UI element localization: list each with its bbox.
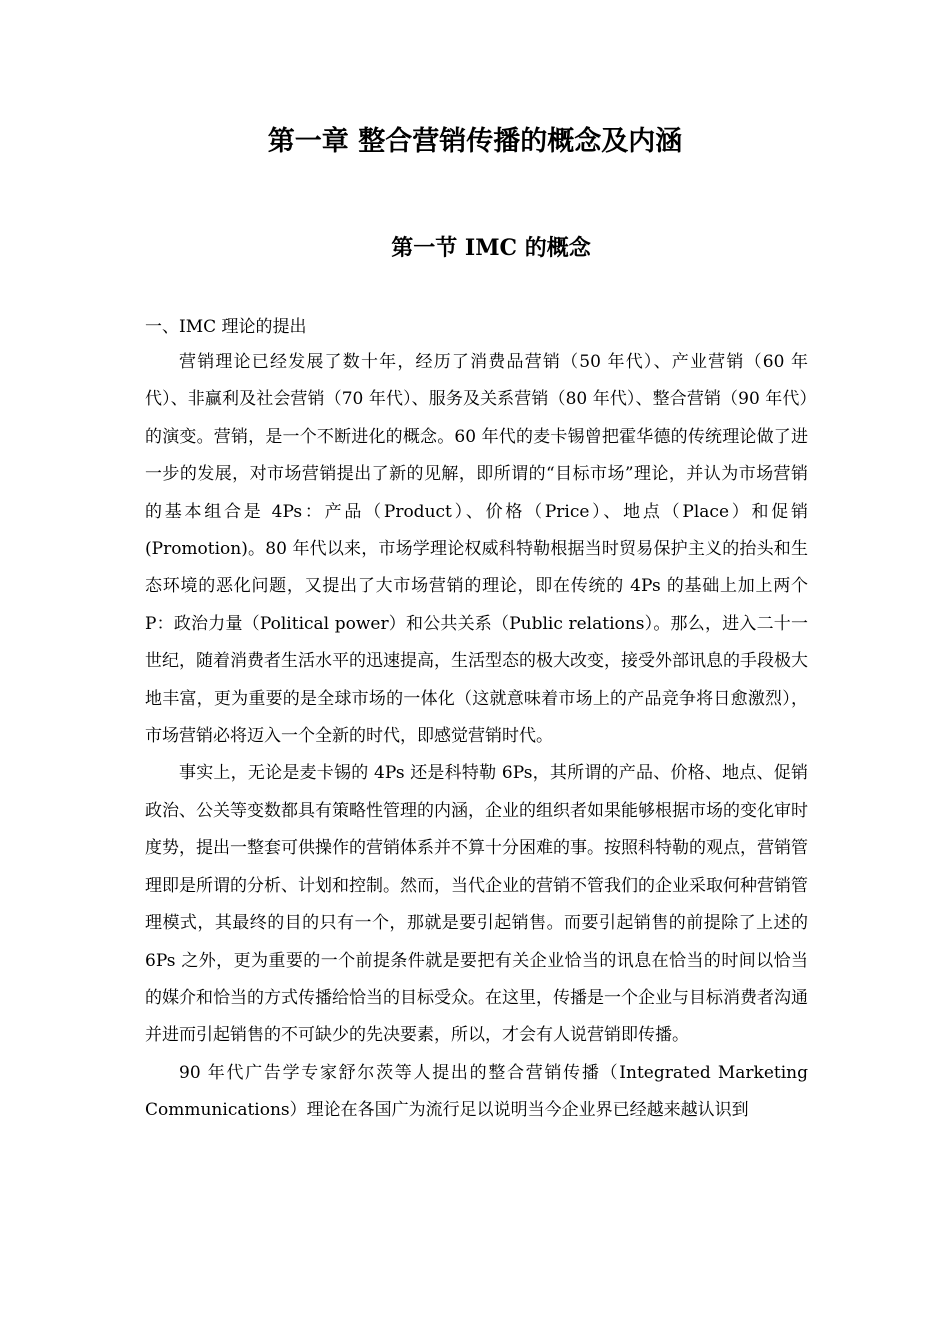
subheading: 一、IMC 理论的提出 <box>145 317 307 337</box>
paragraph: 事实上，无论是麦卡锡的 4Ps 还是科特勒 6Ps，其所谓的产品、价格、地点、促销政治、公关等变数都具有策略性管理的内涵，企业的组织者如果能够根据市场的变化审时度势，提出一整套可供操作的营销体系并不算十分困难的事。按照科特勒的观点，营销管理即是所谓的分析、计划和控制。然而，当代企业的营销不管我们的企业采取何种营销管理模式，其最终的目的只有一个，那就是要引起销售。而要引起销售的前提除了上述的 6Ps 之外，更为重要的一个前提条件就是要把有关企业恰当的讯息在恰当的时间以恰当的媒介和恰当的方式传播给恰当的目标受众。在这里，传播是一个企业与目标消费者沟通并进而引起销售的不可缺少的先决要素，所以，才会有人说营销即传播。 <box>145 763 808 1046</box>
body-text <box>145 344 808 1130</box>
section-title: 第一节 IMC 的概念 <box>391 235 591 261</box>
paragraph: 营销理论已经发展了数十年，经历了消费品营销（50 年代）、产业营销（60 年代）、非赢利及社会营销（70 年代）、服务及关系营销（80 年代）、整合营销（90 年代）的演变。营销，是一个不断进化的概念。60 年代的麦卡锡曾把霍华德的传统理论做了进一步的发展，对市场营销提出了新的见解，即所谓的“目标市场”理论，并认为市场营销的基本组合是 4Ps：产品（Product）、价格（Price）、地点（Place）和促销(Promotion)。80 年代以来，市场学理论权威科特勒根据当时贸易保护主义的抬头和生态环境的恶化问题，又提出了大市场营销的理论，即在传统的 4Ps 的基础上加上两个 P：政治力量（Political power）和公共关系（Public relations）。那么，进入二十一世纪，随着消费者生活水平的迅速提高，生活型态的极大改变，接受外部讯息的手段极大地丰富，更为重要的是全球市场的一体化（这就意味着市场上的产品竞争将日愈激烈），市场营销必将迈入一个全新的时代，即感觉营销时代。 <box>145 352 808 747</box>
chapter-title: 第一章 整合营销传播的概念及内涵 <box>267 126 683 157</box>
paragraph: 90 年代广告学专家舒尔茨等人提出的整合营销传播（Integrated Marketing Communications）理论在各国广为流行足以说明当今企业界已经越来越认识到 <box>145 1062 808 1121</box>
